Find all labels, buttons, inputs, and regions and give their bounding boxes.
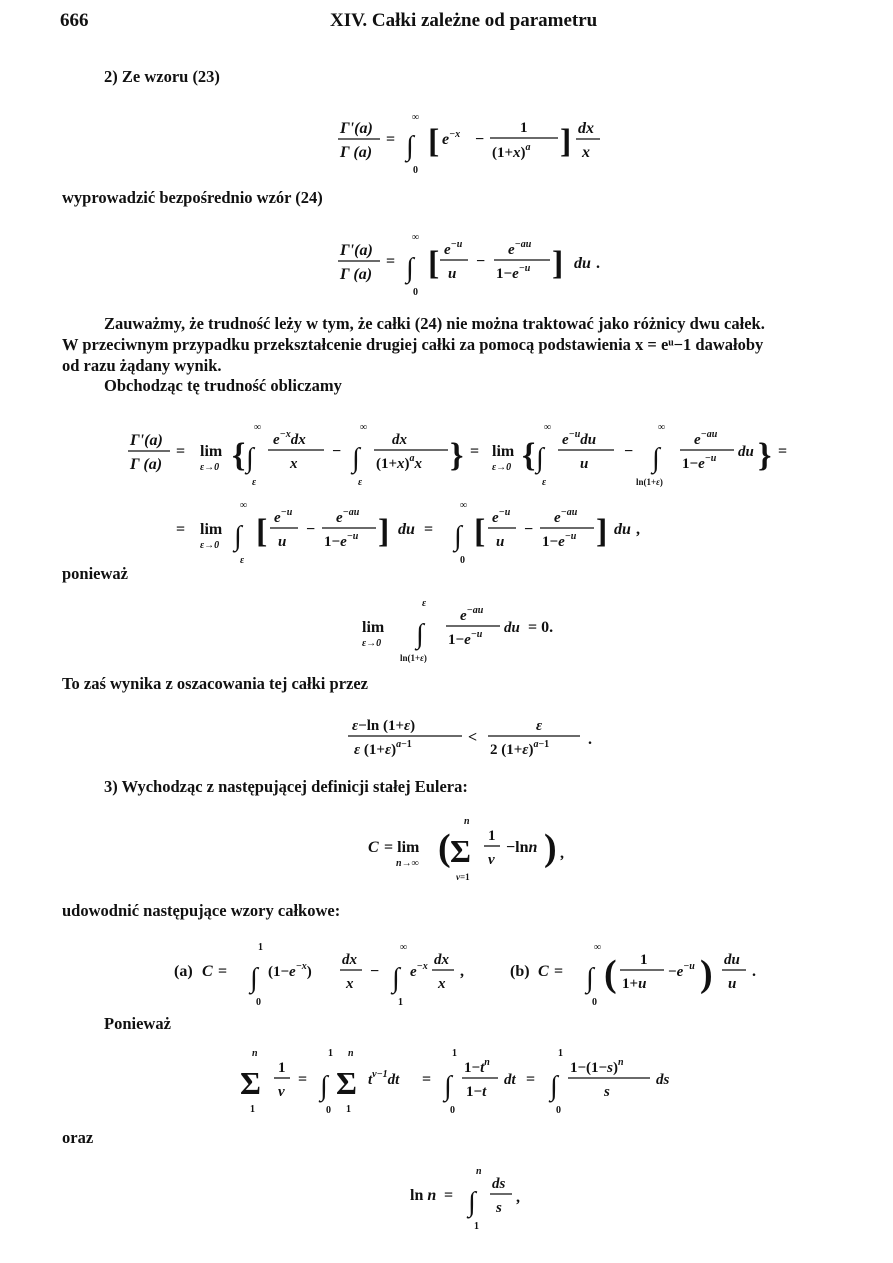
svg-text:e−x: $e^{-x}$	[442, 129, 461, 148]
svg-text:1: 1	[452, 1048, 457, 1059]
svg-text:0: 0	[592, 997, 597, 1008]
svg-text:∞: ∞	[412, 112, 420, 123]
svg-text:∞: ∞	[594, 942, 602, 953]
note-paragraph	[62, 313, 868, 376]
svg-text:Σ: Σ	[450, 833, 471, 869]
equation-inequality	[340, 706, 630, 781]
svg-text:Γ'(a): Γ'(a)	[340, 120, 373, 137]
svg-text:e−u: $e^{-u}$	[274, 507, 293, 526]
svg-text:1: 1	[250, 1104, 255, 1115]
svg-text:1+u: 1+u	[622, 976, 647, 992]
svg-text:ε: ε	[240, 555, 245, 566]
svg-text:= lim: = lim	[384, 839, 420, 856]
svg-text:n→∞: n→∞	[396, 858, 419, 869]
svg-text:e−au: $e^{-au}$	[694, 429, 718, 448]
svg-text:−: −	[524, 521, 534, 538]
svg-text:=: =	[386, 131, 396, 148]
svg-text:∫: ∫	[246, 443, 254, 474]
svg-text:x: x	[346, 976, 354, 992]
svg-text:u: u	[728, 976, 737, 992]
svg-text:∫: ∫	[392, 963, 400, 994]
svg-text:du: du	[724, 952, 740, 968]
svg-text:Γ'(a): Γ'(a)	[340, 242, 373, 259]
svg-text:x: x	[290, 456, 298, 472]
svg-text:1−e−u: $1-e^{-u}$	[448, 629, 483, 648]
svg-text:∫: ∫	[406, 253, 414, 284]
svg-text:ln n: ln n	[410, 1187, 437, 1204]
svg-text:=: =	[176, 521, 186, 538]
svg-text:0: 0	[413, 287, 418, 298]
svg-text:ε (1+ε)a−1: ε $(1+\varepsilon)^a-1$	[354, 739, 412, 758]
svg-text:1: 1	[258, 942, 263, 953]
svg-text:∫: ∫	[468, 1187, 476, 1218]
svg-text:lim: lim	[492, 443, 515, 460]
svg-text:]: ]	[560, 123, 572, 160]
svg-text:ds: ds	[492, 1176, 506, 1192]
svg-text:u: u	[580, 456, 589, 472]
svg-text:−: −	[306, 521, 316, 538]
svg-text:e−xdx: $e^{-x}dx$	[273, 429, 306, 448]
and-text: oraz	[62, 1128, 94, 1147]
svg-text:[: [	[474, 513, 486, 550]
svg-text:0: 0	[326, 1105, 331, 1116]
svg-text:ε−ln (1+ε): ε−ln (1+ε)	[352, 718, 416, 734]
svg-text:C: C	[538, 963, 549, 980]
svg-text:(: (	[604, 953, 617, 995]
svg-text:Σ: Σ	[240, 1065, 261, 1101]
svg-text:0: 0	[450, 1105, 455, 1116]
svg-text:=: =	[386, 253, 396, 270]
svg-text:[: [	[428, 123, 440, 160]
svg-text:du: du	[504, 620, 520, 636]
svg-text:e−au: $e^{-au}$	[554, 507, 578, 526]
svg-text:−: −	[475, 131, 485, 148]
svg-text:n: n	[348, 1048, 354, 1059]
svg-text:du: du	[738, 444, 754, 460]
svg-text:ε: ε	[542, 477, 547, 488]
running-title: XIV. Całki zależne od parametru	[330, 10, 598, 31]
svg-text:∫: ∫	[406, 131, 414, 162]
svg-text:ds: ds	[656, 1072, 670, 1088]
svg-text:1−e−u: $1-e^{-u}$	[496, 263, 531, 282]
svg-text:ν: ν	[488, 852, 495, 868]
svg-text:1: 1	[474, 1221, 479, 1232]
svg-text:lim: lim	[362, 619, 385, 636]
svg-text:}: }	[450, 437, 464, 474]
svg-text:e−au: $e^{-au}$	[460, 605, 484, 624]
svg-text:0: 0	[413, 165, 418, 176]
svg-text:∞: ∞	[254, 422, 262, 433]
because-text: ponieważ	[62, 564, 128, 583]
svg-text:=: =	[218, 963, 228, 980]
equation-limit-2	[170, 490, 690, 575]
svg-text:∫: ∫	[586, 963, 594, 994]
svg-text:1: 1	[488, 828, 496, 844]
svg-text:n: n	[464, 816, 470, 827]
svg-text:C: C	[202, 963, 213, 980]
svg-text:): )	[544, 827, 557, 869]
svg-text:]: ]	[552, 245, 564, 282]
svg-text:ν=1: ν=1	[456, 872, 470, 882]
svg-text:=: =	[526, 1071, 536, 1088]
svg-text:n: n	[252, 1048, 258, 1059]
svg-text:∞: ∞	[412, 232, 420, 243]
svg-text:{: {	[522, 437, 536, 474]
equation-24	[330, 222, 630, 307]
svg-text:= 0.: = 0.	[528, 619, 554, 636]
equation-limit-3	[356, 588, 616, 673]
svg-text:tν−1dt: $t^{\nu-1}dt$	[368, 1069, 400, 1088]
svg-text:−lnn: −lnn	[506, 839, 538, 856]
svg-text:(: (	[438, 827, 451, 869]
svg-text:∞: ∞	[360, 422, 368, 433]
svg-text:ln(1+ε): ln(1+ε)	[400, 653, 427, 663]
svg-text:ε: ε	[252, 477, 257, 488]
svg-text:1: 1	[278, 1060, 286, 1076]
svg-text:1: 1	[346, 1104, 351, 1115]
svg-text:Γ (a): Γ (a)	[130, 456, 163, 473]
svg-text:∫: ∫	[416, 619, 424, 650]
svg-text:ε: ε	[358, 477, 363, 488]
svg-text:u: u	[496, 534, 505, 550]
svg-text:<: <	[468, 729, 478, 746]
svg-text:du: du	[398, 521, 415, 538]
svg-text:1−e−u: $1-e^{-u}$	[682, 453, 717, 472]
svg-text:du: du	[614, 521, 631, 538]
svg-text:lim: lim	[200, 521, 223, 538]
svg-text:{: {	[232, 437, 246, 474]
svg-text:1−t: 1−t	[466, 1084, 487, 1100]
svg-text:−: −	[332, 443, 342, 460]
equation-sum	[236, 1040, 716, 1125]
svg-text:du: du	[574, 255, 591, 272]
svg-text:dx: dx	[578, 120, 594, 137]
svg-text:dx: dx	[434, 952, 449, 968]
svg-text:1−e−u: $1-e^{-u}$	[542, 531, 577, 550]
svg-text:(b): (b)	[510, 963, 530, 980]
svg-text:∞: ∞	[400, 942, 408, 953]
svg-text:−: −	[476, 253, 486, 270]
svg-text:Γ (a): Γ (a)	[340, 144, 373, 161]
item-3-intro: 3) Wychodząc z następującej definicji stałej Eulera:	[104, 777, 468, 796]
svg-text:1−tn: $1-t^n$	[464, 1057, 490, 1076]
svg-text:ε: ε	[536, 718, 543, 734]
svg-text:1: 1	[398, 997, 403, 1008]
svg-text:0: 0	[256, 997, 261, 1008]
svg-text:=: =	[422, 1071, 432, 1088]
svg-text:e−au: $e^{-au}$	[508, 239, 532, 258]
svg-text:ln(1+ε): ln(1+ε)	[636, 477, 663, 487]
svg-text:Γ'(a): Γ'(a)	[130, 432, 163, 449]
svg-text:=: =	[554, 963, 564, 980]
svg-text:,: ,	[516, 1189, 520, 1206]
svg-text:Σ: Σ	[336, 1065, 357, 1101]
svg-text:−e−u: $-e^{-u}$	[668, 961, 695, 980]
svg-text:1: 1	[558, 1048, 563, 1059]
svg-text:.: .	[752, 963, 756, 980]
svg-text:=: =	[298, 1071, 308, 1088]
equation-limit-1	[128, 412, 808, 497]
svg-text:=: =	[444, 1187, 454, 1204]
derive-text: wyprowadzić bezpośrednio wzór (24)	[62, 188, 323, 207]
svg-text:∫: ∫	[320, 1071, 328, 1102]
svg-text:ε→0: ε→0	[200, 540, 220, 551]
svg-text:∫: ∫	[352, 443, 360, 474]
svg-text:Γ (a): Γ (a)	[340, 266, 373, 283]
svg-text:∫: ∫	[444, 1071, 452, 1102]
svg-text:∞: ∞	[658, 422, 666, 433]
svg-text:−: −	[624, 443, 634, 460]
equation-ln	[404, 1160, 544, 1245]
svg-text:C: C	[368, 839, 379, 856]
svg-text:x: x	[582, 144, 590, 161]
svg-text:1: 1	[328, 1048, 333, 1059]
svg-text:1: 1	[640, 952, 648, 968]
svg-text:=: =	[470, 443, 480, 460]
note-line-1: Zauważmy, że trudność leży w tym, że całki (24) nie można traktować jako różnicy dwu całek.	[104, 314, 765, 333]
svg-text:=: =	[778, 443, 788, 460]
svg-text:]: ]	[596, 513, 608, 550]
since-text: Ponieważ	[104, 1014, 171, 1033]
svg-text:∫: ∫	[454, 521, 462, 552]
note-line-2: W przeciwnym przypadku przekształcenie drugiej całki za pomocą podstawienia x = eᵘ−1 dawałoby	[62, 335, 764, 354]
svg-text:ε→0: ε→0	[492, 462, 512, 473]
svg-text:∞: ∞	[460, 500, 468, 511]
svg-text:∫: ∫	[234, 521, 242, 552]
svg-text:e−x: $e^{-x}$	[410, 961, 428, 980]
svg-text:dx: dx	[392, 432, 407, 448]
note-line-3: od razu żądany wynik.	[62, 356, 222, 375]
svg-text:∞: ∞	[544, 422, 552, 433]
svg-text:[: [	[256, 513, 268, 550]
svg-text:=: =	[176, 443, 186, 460]
estimate-text: To zaś wynika z oszacowania tej całki przez	[62, 674, 368, 693]
svg-text:ν: ν	[278, 1084, 285, 1100]
page-number: 666	[60, 10, 89, 31]
svg-text:ε→0: ε→0	[362, 638, 382, 649]
svg-text:=: =	[424, 521, 434, 538]
svg-text:(1+x)ax: $(1+x)^ax$	[376, 453, 423, 472]
svg-text:u: u	[278, 534, 287, 550]
svg-text:dx: dx	[342, 952, 357, 968]
item-2-intro: 2) Ze wzoru (23)	[104, 67, 220, 86]
svg-text:s: s	[604, 1084, 610, 1100]
svg-text:−: −	[370, 963, 380, 980]
svg-text:e−u: $e^{-u}$	[444, 239, 463, 258]
svg-text:,: ,	[460, 963, 464, 980]
svg-text:]: ]	[378, 513, 390, 550]
equation-23	[330, 100, 630, 185]
svg-text:u: u	[448, 266, 457, 282]
svg-text:e−udu: $e^{-u}du$	[562, 429, 597, 448]
svg-text:e−u: $e^{-u}$	[492, 507, 511, 526]
svg-text:,: ,	[560, 845, 564, 862]
svg-text:∞: ∞	[240, 500, 248, 511]
svg-text:(1+x)a: $(1+x)^a$	[492, 142, 531, 161]
equation-a-b	[170, 932, 790, 1017]
svg-text:.: .	[596, 255, 600, 272]
svg-text:(1−e−x): $(1-e^{-x})$	[268, 961, 312, 980]
svg-text:n: n	[476, 1166, 482, 1177]
svg-text:1−(1−s)n: $1-(1-s)^n$	[570, 1057, 624, 1076]
svg-text:∫: ∫	[250, 963, 258, 994]
svg-text:s: s	[496, 1200, 502, 1216]
svg-text:.: .	[588, 731, 592, 748]
prove-text: udowodnić następujące wzory całkowe:	[62, 901, 341, 920]
svg-text:[: [	[428, 245, 440, 282]
svg-text:∫: ∫	[550, 1071, 558, 1102]
svg-text:(a): (a)	[174, 963, 193, 980]
svg-text:x: x	[438, 976, 446, 992]
svg-text:1−e−u: $1-e^{-u}$	[324, 531, 359, 550]
svg-text:,: ,	[636, 521, 640, 538]
svg-text:0: 0	[556, 1105, 561, 1116]
svg-text:∫: ∫	[536, 443, 544, 474]
svg-text:∫: ∫	[652, 443, 660, 474]
bypass-text: Obchodząc tę trudność obliczamy	[104, 376, 342, 395]
svg-text:0: 0	[460, 555, 465, 566]
svg-text:ε→0: ε→0	[200, 462, 220, 473]
svg-text:ε: ε	[422, 598, 427, 609]
svg-text:lim: lim	[200, 443, 223, 460]
equation-euler-constant	[362, 808, 602, 893]
svg-text:e−au: $e^{-au}$	[336, 507, 360, 526]
svg-text:1: 1	[520, 120, 528, 136]
svg-text:}: }	[758, 437, 772, 474]
svg-text:dt: dt	[504, 1072, 516, 1088]
svg-text:): )	[700, 953, 713, 995]
svg-text:2 (1+ε)a−1: 2 $(1+\varepsilon)^a-1$	[490, 739, 550, 758]
